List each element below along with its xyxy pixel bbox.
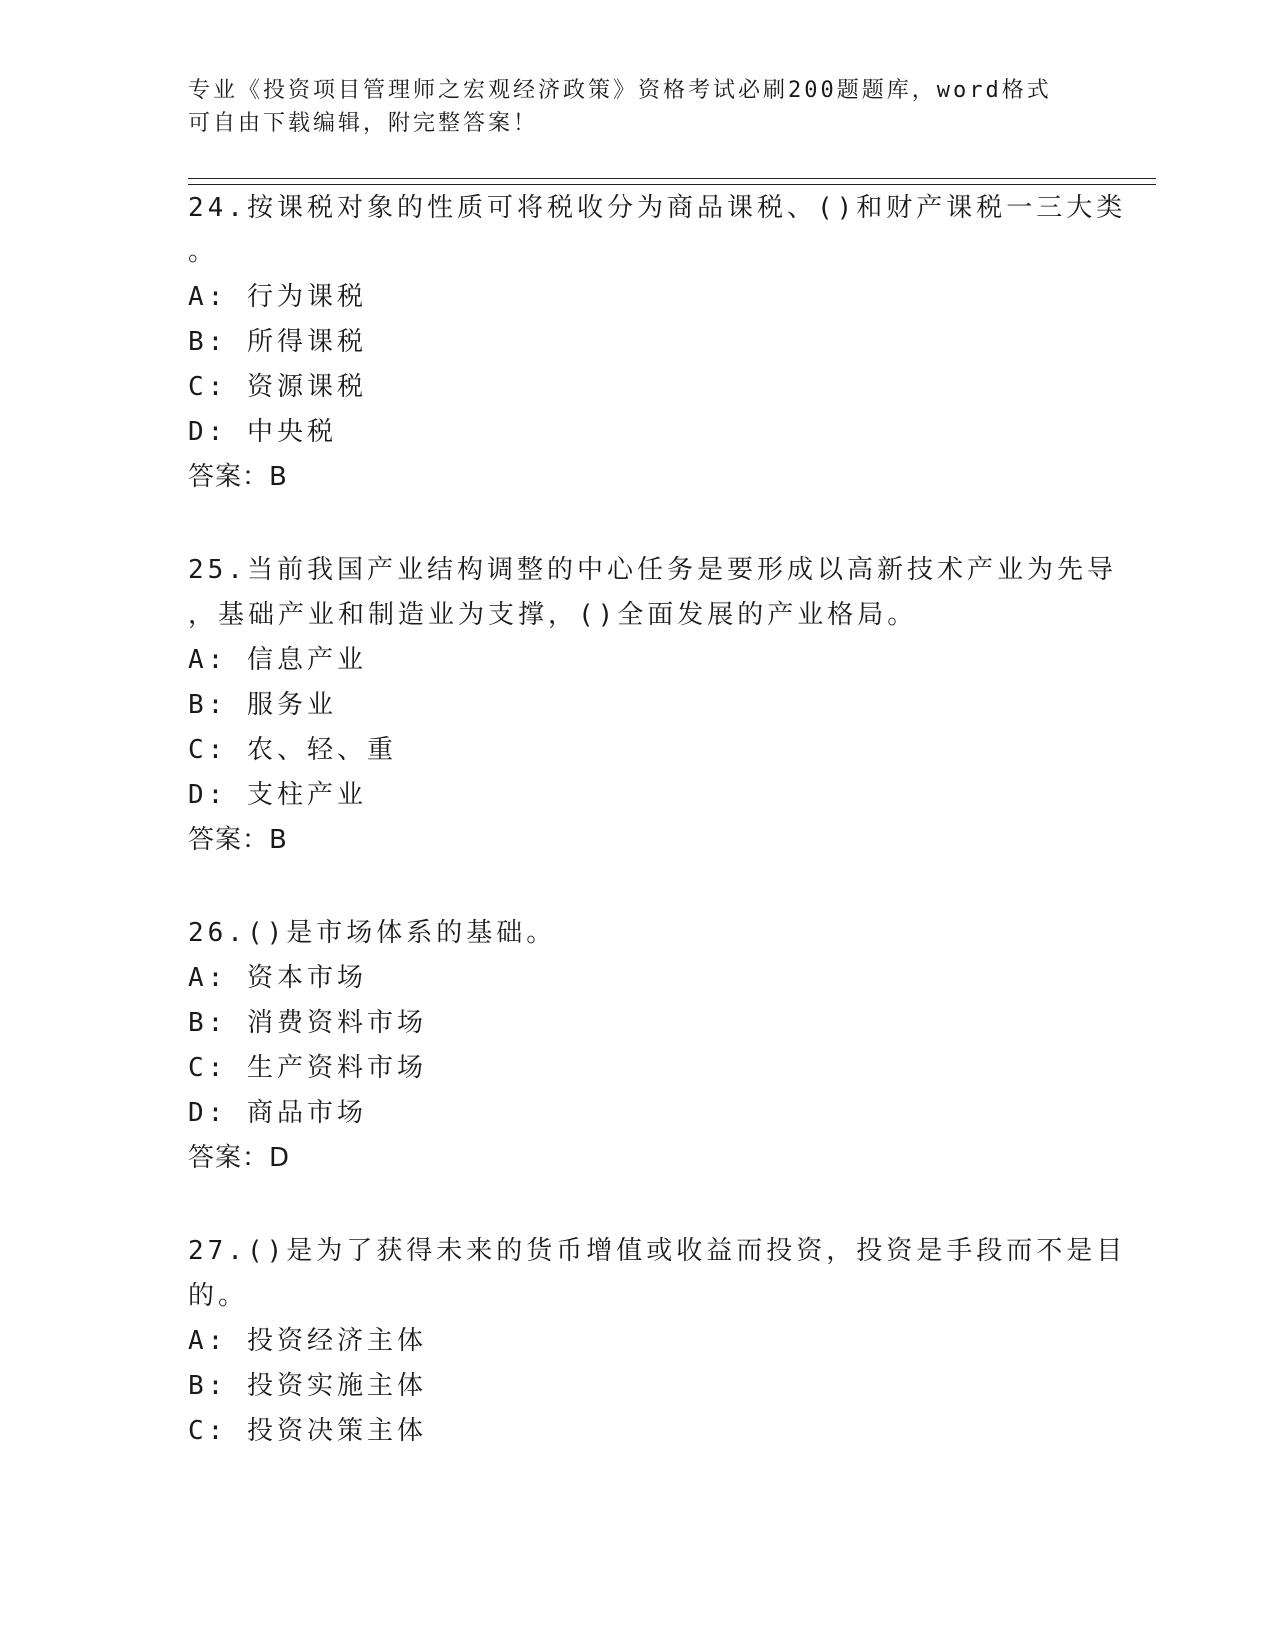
option-text: 生产资料市场 xyxy=(246,1053,427,1083)
document-header: 专业《投资项目管理师之宏观经济政策》资格考试必刷200题题库，word格式可自由下载编辑，附完整答案！ xyxy=(188,78,1052,136)
question-27-option-c xyxy=(188,1414,427,1448)
option-key: C: xyxy=(188,372,228,402)
header-divider-top xyxy=(188,178,1156,179)
question-25-option-b xyxy=(188,688,337,722)
option-text: 资本市场 xyxy=(246,963,367,993)
option-key: A: xyxy=(188,1326,228,1356)
option-text: 中央税 xyxy=(246,417,337,447)
question-26-option-b xyxy=(188,1006,427,1040)
option-key: D: xyxy=(188,1098,228,1128)
question-24-text-line-2: 。 xyxy=(188,237,219,267)
question-24-option-c xyxy=(188,370,367,404)
question-25-answer: 答案：B xyxy=(188,825,288,855)
option-text: 商品市场 xyxy=(246,1098,367,1128)
option-text: 农、轻、重 xyxy=(246,735,397,765)
option-text: 消费资料市场 xyxy=(246,1008,427,1038)
question-26-text-line-1: 26.()是市场体系的基础。 xyxy=(188,918,557,948)
question-24-option-a xyxy=(188,280,367,314)
question-26-answer: 答案：D xyxy=(188,1143,291,1173)
question-25-option-d xyxy=(188,778,367,812)
question-24-option-d xyxy=(188,415,337,449)
option-text: 资源课税 xyxy=(246,372,367,402)
option-text: 投资决策主体 xyxy=(246,1416,427,1446)
question-24-answer: 答案：B xyxy=(188,462,288,492)
question-27-text-line-2: 的。 xyxy=(188,1281,249,1311)
option-key: A: xyxy=(188,963,228,993)
option-text: 所得课税 xyxy=(246,327,367,357)
question-27-option-a xyxy=(188,1324,427,1358)
option-text: 支柱产业 xyxy=(246,780,367,810)
option-key: B: xyxy=(188,327,228,357)
option-key: C: xyxy=(188,1053,228,1083)
option-text: 行为课税 xyxy=(246,282,367,312)
question-24-text-line-1: 24.按课税对象的性质可将税收分为商品课税、()和财产课税一三大类 xyxy=(188,193,1127,223)
question-25-option-c xyxy=(188,733,397,767)
option-key: A: xyxy=(188,282,228,312)
question-26-option-d xyxy=(188,1096,367,1130)
option-text: 服务业 xyxy=(246,690,337,720)
question-27-option-b xyxy=(188,1369,427,1403)
option-key: C: xyxy=(188,735,228,765)
option-key: D: xyxy=(188,417,228,447)
question-26-option-a xyxy=(188,961,367,995)
question-25-text-line-2: ，基础产业和制造业为支撑，()全面发展的产业格局。 xyxy=(188,600,918,630)
option-key: B: xyxy=(188,690,228,720)
question-24-option-b xyxy=(188,325,367,359)
option-key: D: xyxy=(188,780,228,810)
header-divider-bottom xyxy=(188,184,1156,185)
option-key: B: xyxy=(188,1008,228,1038)
option-key: A: xyxy=(188,645,228,675)
option-text: 信息产业 xyxy=(246,645,367,675)
question-26-option-c xyxy=(188,1051,427,1085)
question-25-text-line-1: 25.当前我国产业结构调整的中心任务是要形成以高新技术产业为先导 xyxy=(188,555,1117,585)
question-25-option-a xyxy=(188,643,367,677)
question-27-text-line-1: 27.()是为了获得未来的货币增值或收益而投资，投资是手段而不是目 xyxy=(188,1236,1127,1266)
option-text: 投资经济主体 xyxy=(246,1326,427,1356)
option-key: C: xyxy=(188,1416,228,1446)
option-text: 投资实施主体 xyxy=(246,1371,427,1401)
option-key: B: xyxy=(188,1371,228,1401)
